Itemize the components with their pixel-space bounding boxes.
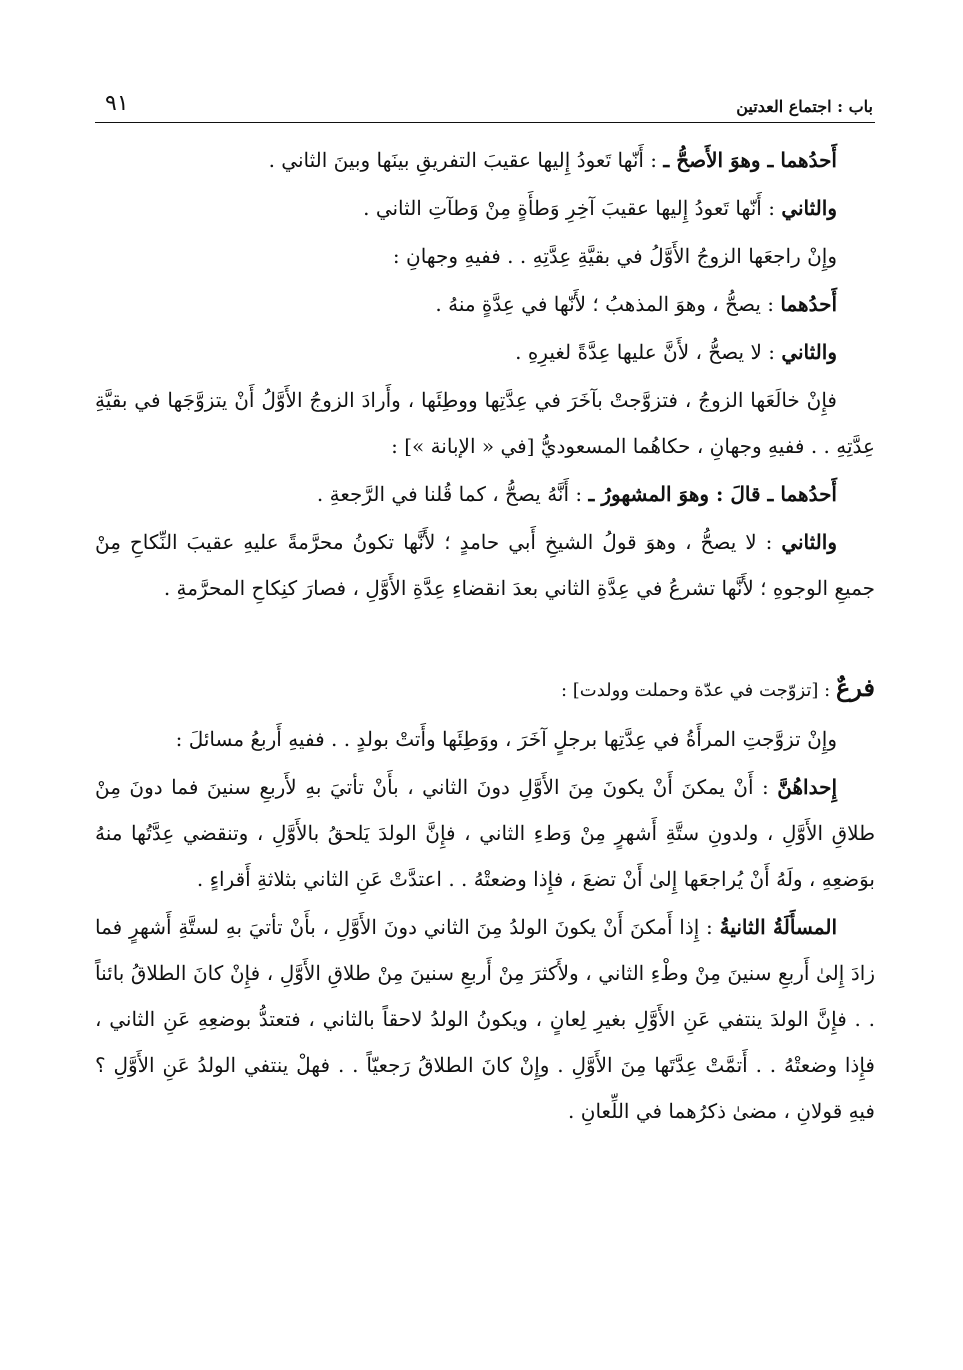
chapter-title: باب : اجتماع العدتين xyxy=(736,97,873,116)
paragraph-9 xyxy=(95,716,875,762)
paragraph-text: وإِنْ تزوَّجتِ المرأَةُ في عِدَّتِها برجلٍ آخَرَ ، ووَطِئَها وأَتتْ بولدٍ . . ففيهِ أَربعُ مسائلَ : xyxy=(175,727,837,751)
paragraph-text: وإِنْ راجعَها الزوجُ الأَوَّلُ في بقيَّةِ عِدَّتِهِ . . ففيهِ وجهانِ : xyxy=(392,244,837,268)
paragraph-2 xyxy=(95,185,875,231)
paragraph-text: فإِنْ خالَعَها الزوجُ ، فتزوَّجتْ بآخَرَ في عِدَّتِها ووطِئَها ، وأَرادَ الزوجُ الأَوَّلُ أَنْ يتزوَّجَها في بقيَّةِ عِدَّتِهِ . . ففيهِ وجهانِ ، حكاهُما المسعوديُّ [في « الإبانة »] : xyxy=(95,388,875,458)
paragraph-text: : لا يصحُّ ، لأَنَّ عليها عِدَّةً لغيرِهِ . xyxy=(515,340,782,364)
paragraph-text: : أَنْ يمكنَ أَنْ يكونَ مِنَ الأَوَّلِ دونَ الثاني ، بأَنْ تأتيَ بهِ لأَربعِ سنينَ فما دونَ مِنْ طلاقِ الأَوَّلِ ، ولدونِ ستَّةِ أَشهرٍ مِنْ وَطءِ الثاني ، فإِنَّ الولدَ يَلحقُ بالأَوَّلِ ، وتنقضي عِدَّتُها منهُ بوَضعِهِ ، ولَهُ أَنْ يُراجعَها إِلىٰ أَنْ تضعَ ، فإِذا وضعتْهُ . . اعتدَّتْ عَنِ الثاني بثلاثةِ أَقراءٍ . xyxy=(95,775,875,891)
paragraph-11 xyxy=(95,904,875,1134)
paragraph-6 xyxy=(95,377,875,469)
paragraph-text: : أَنَّهُ يصحُّ ، كما قُلنا في الرَّجعةِ . xyxy=(316,482,589,506)
paragraph-lead: أَحدُهما ـ قالَ : وهوَ المشهورُ ـ xyxy=(588,482,837,506)
section-gap xyxy=(95,613,875,665)
paragraph-5 xyxy=(95,329,875,375)
paragraph-lead: والثاني xyxy=(781,340,837,364)
page-header xyxy=(95,80,875,120)
page-number: ٩١ xyxy=(105,91,129,116)
paragraph-lead: إِحداهُنَّ xyxy=(777,775,837,799)
paragraph-lead: أَحدُهما ـ وهوَ الأَصحُّ ـ xyxy=(663,148,837,172)
book-page xyxy=(95,80,875,1136)
header-rule xyxy=(95,122,875,123)
paragraph-text: : لا يصحُّ ، وهوَ قولُ الشيخِ أَبي حامدٍ ؛ لأَنَّها تكونُ محرَّمةً عليهِ عقيبَ النِّكاحِ مِنْ جميعِ الوجوهِ ؛ لأَنَّها تشرعُ في عِدَّةِ الثاني بعدَ انقضاءِ عِدَّةِ الأَوَّلِ ، فصارَ كنِكاحِ المحرَّمةِ . xyxy=(95,530,875,600)
paragraph-text: : إِذا أَمكنَ أَنْ يكونَ الولدُ مِنَ الثاني دونَ الأَوَّلِ ، بأَنْ تأتيَ بهِ لستَّةِ أَشهرٍ فما زادَ إِلىٰ أَربعِ سنينَ مِنْ وطْءِ الثاني ، ولأَكثرَ مِنْ أَربعِ سنينَ مِنْ طلاقِ الأَوَّلِ ، فإِنْ كانَ الطلاقُ بائناً . . فإِنَّ الولدَ ينتفي عَنِ الأَوَّلِ بغيرِ لِعانٍ ، ويكونُ الولدُ لاحقاً بالثاني ، فتعتدُّ بوضعِهِ عَنِ الثاني ، فإِذا وضعتْهُ . . أَتمَّتْ عِدَّتَها مِنَ الأَوَّلِ . وإِنْ كانَ الطلاقُ رَجعيّاً . . فهلْ ينتفي الولدُ عَنِ الأَوَّلِ ؟ فيهِ قولانِ ، مضىٰ ذكرُهما في اللِّعانِ . xyxy=(95,915,875,1123)
paragraph-lead: المسأَلَةُ الثانيةُ xyxy=(719,915,837,939)
paragraph-3 xyxy=(95,233,875,279)
branch-title: : [تزوّجت في عدّة وحملت وولدت] : xyxy=(560,680,836,701)
branch-label: فرعٌ xyxy=(835,673,875,702)
paragraph-lead: والثاني xyxy=(781,196,837,220)
paragraph-1 xyxy=(95,137,875,183)
paragraph-10 xyxy=(95,764,875,902)
paragraph-text: : أَنّها تَعودُ إِليها عقيبَ التفريقِ بينَها وبينَ الثاني . xyxy=(268,148,664,172)
paragraph-lead: والثاني xyxy=(781,530,837,554)
branch-heading xyxy=(95,665,875,714)
paragraph-4 xyxy=(95,281,875,327)
paragraph-lead: أَحدُهما xyxy=(780,292,837,316)
paragraph-text: : يصحُّ ، وهوَ المذهبُ ؛ لأَنّها في عِدَّةٍ منهُ . xyxy=(435,292,781,316)
paragraph-8 xyxy=(95,519,875,611)
paragraph-text: : أَنّها تَعودُ إِليها عقيبَ آخِرِ وَطأَةٍ مِنْ وَطآتِ الثاني . xyxy=(363,196,782,220)
paragraph-7 xyxy=(95,471,875,517)
